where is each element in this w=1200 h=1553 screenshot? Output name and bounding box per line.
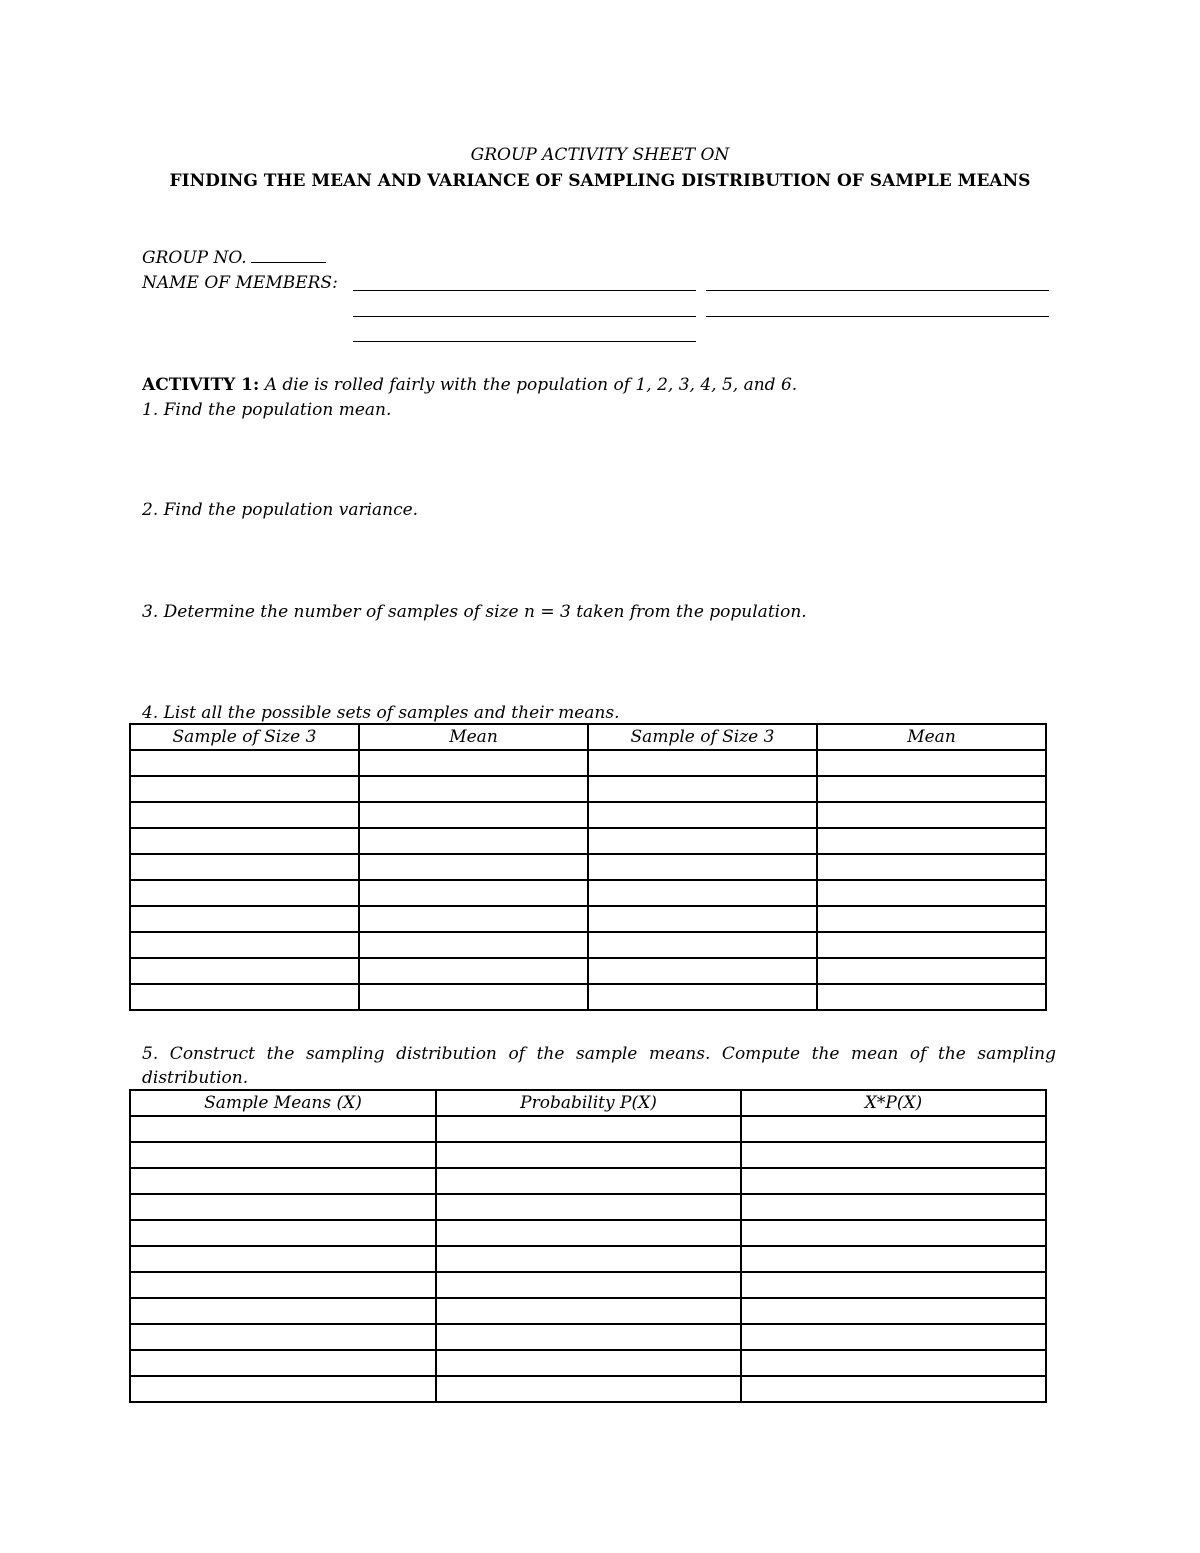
table-cell[interactable] bbox=[436, 1272, 741, 1298]
table-cell[interactable] bbox=[130, 750, 359, 776]
table-cell[interactable] bbox=[130, 1220, 436, 1246]
table-cell[interactable] bbox=[359, 750, 588, 776]
table-cell[interactable] bbox=[130, 1194, 436, 1220]
table-row bbox=[130, 1220, 1046, 1246]
table-cell[interactable] bbox=[130, 1324, 436, 1350]
table-cell[interactable] bbox=[588, 750, 817, 776]
table-cell[interactable] bbox=[741, 1246, 1046, 1272]
table-cell[interactable] bbox=[359, 932, 588, 958]
table-row bbox=[130, 854, 1046, 880]
table-cell[interactable] bbox=[817, 802, 1046, 828]
question-2: 2. Find the population variance. bbox=[142, 500, 419, 520]
table-cell[interactable] bbox=[130, 802, 359, 828]
table-cell[interactable] bbox=[817, 932, 1046, 958]
table-row bbox=[130, 1272, 1046, 1298]
table-cell[interactable] bbox=[588, 906, 817, 932]
table-cell[interactable] bbox=[436, 1246, 741, 1272]
activity-label: ACTIVITY 1: bbox=[142, 375, 260, 395]
header-sample-of-size-3: Sample of Size 3 bbox=[588, 724, 817, 750]
table-cell[interactable] bbox=[741, 1220, 1046, 1246]
table-cell[interactable] bbox=[359, 984, 588, 1010]
table-cell[interactable] bbox=[359, 854, 588, 880]
table-cell[interactable] bbox=[130, 1298, 436, 1324]
table-cell[interactable] bbox=[436, 1168, 741, 1194]
table-cell[interactable] bbox=[588, 932, 817, 958]
table-cell[interactable] bbox=[359, 880, 588, 906]
table-cell[interactable] bbox=[436, 1350, 741, 1376]
table-cell[interactable] bbox=[436, 1142, 741, 1168]
group-number-label: GROUP NO. bbox=[142, 248, 247, 268]
table-cell[interactable] bbox=[817, 958, 1046, 984]
table-row bbox=[130, 880, 1046, 906]
table-header-row bbox=[130, 724, 1046, 750]
table-row bbox=[130, 1116, 1046, 1142]
question-3: 3. Determine the number of samples of size n = 3 taken from the population. bbox=[142, 602, 807, 622]
group-number-row bbox=[142, 246, 326, 269]
table-cell[interactable] bbox=[130, 880, 359, 906]
table-cell[interactable] bbox=[588, 984, 817, 1010]
table-cell[interactable] bbox=[741, 1142, 1046, 1168]
table-cell[interactable] bbox=[130, 1116, 436, 1142]
table-cell[interactable] bbox=[130, 1246, 436, 1272]
table-cell[interactable] bbox=[130, 1376, 436, 1402]
table-cell[interactable] bbox=[359, 802, 588, 828]
table-row bbox=[130, 1194, 1046, 1220]
question-4: 4. List all the possible sets of samples and their means. bbox=[142, 703, 620, 723]
table-cell[interactable] bbox=[588, 880, 817, 906]
table-cell[interactable] bbox=[130, 828, 359, 854]
question-1: 1. Find the population mean. bbox=[142, 400, 392, 420]
table-cell[interactable] bbox=[436, 1116, 741, 1142]
table-cell[interactable] bbox=[436, 1324, 741, 1350]
table-cell[interactable] bbox=[741, 1350, 1046, 1376]
table-cell[interactable] bbox=[588, 828, 817, 854]
table-cell[interactable] bbox=[741, 1194, 1046, 1220]
table-cell[interactable] bbox=[130, 932, 359, 958]
members-label: NAME OF MEMBERS: bbox=[142, 273, 338, 293]
table-cell[interactable] bbox=[817, 776, 1046, 802]
table-cell[interactable] bbox=[359, 828, 588, 854]
activity-description: A die is rolled fairly with the population of 1, 2, 3, 4, 5, and 6. bbox=[264, 375, 798, 395]
table-cell[interactable] bbox=[588, 802, 817, 828]
table-row bbox=[130, 802, 1046, 828]
table-cell[interactable] bbox=[359, 958, 588, 984]
table-cell[interactable] bbox=[130, 958, 359, 984]
table-cell[interactable] bbox=[588, 958, 817, 984]
table-row bbox=[130, 1142, 1046, 1168]
table-row bbox=[130, 750, 1046, 776]
table-row bbox=[130, 828, 1046, 854]
table-row bbox=[130, 958, 1046, 984]
activity-heading bbox=[142, 374, 797, 396]
table-row bbox=[130, 984, 1046, 1010]
table-cell[interactable] bbox=[130, 854, 359, 880]
sampling-distribution-table bbox=[129, 1089, 1047, 1403]
table-cell[interactable] bbox=[588, 776, 817, 802]
member-name-field-1[interactable] bbox=[353, 290, 696, 291]
table-cell[interactable] bbox=[741, 1272, 1046, 1298]
table-cell[interactable] bbox=[436, 1376, 741, 1402]
table-cell[interactable] bbox=[130, 1168, 436, 1194]
document-title: FINDING THE MEAN AND VARIANCE OF SAMPLING DISTRIBUTION OF SAMPLE MEANS bbox=[169, 171, 1031, 191]
header-x-times-p: X*P(X) bbox=[741, 1090, 1046, 1116]
header-sample-of-size-3: Sample of Size 3 bbox=[130, 724, 359, 750]
document-subtitle: GROUP ACTIVITY SHEET ON bbox=[470, 145, 730, 165]
table-header-row bbox=[130, 1090, 1046, 1116]
table-cell[interactable] bbox=[817, 906, 1046, 932]
group-number-field[interactable] bbox=[251, 246, 326, 263]
header-sample-means: Sample Means (X) bbox=[130, 1090, 436, 1116]
table-cell[interactable] bbox=[130, 984, 359, 1010]
table-cell[interactable] bbox=[359, 906, 588, 932]
table-cell[interactable] bbox=[741, 1168, 1046, 1194]
table-row bbox=[130, 1246, 1046, 1272]
member-name-field-5[interactable] bbox=[353, 341, 696, 342]
table-cell[interactable] bbox=[817, 854, 1046, 880]
table-cell[interactable] bbox=[741, 1376, 1046, 1402]
table-row bbox=[130, 906, 1046, 932]
table-cell[interactable] bbox=[436, 1220, 741, 1246]
table-cell[interactable] bbox=[741, 1298, 1046, 1324]
header-probability: Probability P(X) bbox=[436, 1090, 741, 1116]
table-cell[interactable] bbox=[436, 1298, 741, 1324]
header-mean: Mean bbox=[359, 724, 588, 750]
table-cell[interactable] bbox=[130, 1272, 436, 1298]
header-mean: Mean bbox=[817, 724, 1046, 750]
table-cell[interactable] bbox=[588, 854, 817, 880]
table-row bbox=[130, 1168, 1046, 1194]
table-cell[interactable] bbox=[817, 750, 1046, 776]
question-5: 5. Construct the sampling distribution of the sample means. Compute the mean of the sampling distribution. bbox=[142, 1044, 1056, 1088]
table-cell[interactable] bbox=[817, 828, 1046, 854]
table-cell[interactable] bbox=[359, 776, 588, 802]
table-cell[interactable] bbox=[130, 1142, 436, 1168]
table-row bbox=[130, 1376, 1046, 1402]
table-row bbox=[130, 1324, 1046, 1350]
table-cell[interactable] bbox=[130, 1350, 436, 1376]
table-row bbox=[130, 1350, 1046, 1376]
table-cell[interactable] bbox=[741, 1324, 1046, 1350]
table-cell[interactable] bbox=[817, 984, 1046, 1010]
member-name-field-4[interactable] bbox=[706, 316, 1049, 317]
table-cell[interactable] bbox=[130, 906, 359, 932]
table-cell[interactable] bbox=[130, 776, 359, 802]
member-name-field-3[interactable] bbox=[353, 316, 696, 317]
table-cell[interactable] bbox=[741, 1116, 1046, 1142]
table-cell[interactable] bbox=[436, 1194, 741, 1220]
table-row bbox=[130, 1298, 1046, 1324]
table-cell[interactable] bbox=[817, 880, 1046, 906]
table-row bbox=[130, 932, 1046, 958]
table-row bbox=[130, 776, 1046, 802]
member-name-field-2[interactable] bbox=[706, 290, 1049, 291]
samples-table bbox=[129, 723, 1047, 1011]
